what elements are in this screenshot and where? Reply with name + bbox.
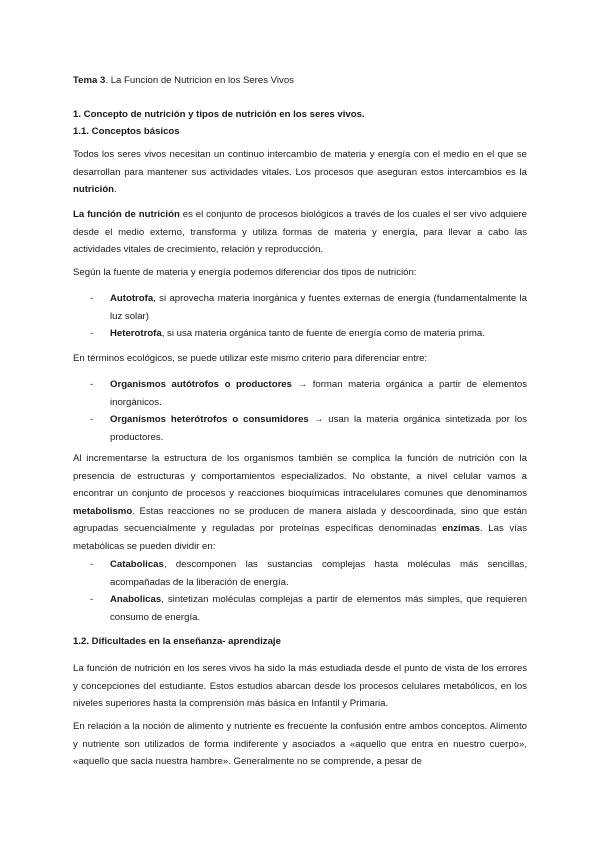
paragraph-text: Al incrementarse la estructura de los organismos también se complica la función de nutrición con la presencia de estructuras y comportamientos especializados. No obstante, a nivel celular vamos a encontrar un conjunto de procesos y reacciones bioquímicas intracelulares comunes que denominamos (73, 453, 527, 499)
paragraph-intercambio (73, 146, 527, 199)
list-item (90, 411, 527, 446)
list-dash: - (90, 293, 94, 304)
term-nutricion: nutrición (73, 184, 115, 195)
paragraph-metabolismo (73, 450, 527, 555)
title-prefix: Tema 3 (73, 75, 106, 86)
paragraph-text: Todos los seres vivos necesitan un continuo intercambio de materia y energía con el medio en el que se desarrollan para mantener sus actividades vitales. Los procesos que aseguran estos intercambios es la (73, 149, 527, 178)
title-text: . La Funcion de Nutricion en los Seres Vivos (105, 75, 294, 86)
list-dash: - (90, 328, 94, 339)
paragraph-text: . Las vías metabólicas se pueden dividir en: (73, 523, 527, 552)
list-dash: - (90, 414, 94, 425)
list-item (90, 290, 527, 325)
document-title (73, 72, 527, 90)
term-autotrofa: Autotrofa (110, 293, 154, 304)
term-funcion-nutricion: La función de nutrición (73, 209, 180, 220)
paragraph-text: . (114, 184, 117, 195)
paragraph-definicion (73, 206, 527, 259)
paragraph-dificultades: La función de nutrición en los seres vivos ha sido la más estudiada desde el punto de vista de los errores y concepciones del estudiante. Estos estudios abarcan desde los procesos celulares metabólicos, en los niveles superiores hasta la comprensión más básica en Infantil y Primaria. (73, 663, 527, 709)
paragraph-tipos: Según la fuente de materia y energía podemos diferenciar dos tipos de nutrición: (73, 267, 417, 278)
paragraph-ecologicos: En términos ecológicos, se puede utilizar este mismo criterio para diferenciar entre: (73, 353, 428, 364)
list-item-text: , si aprovecha materia inorgánica y fuentes externas de energía (fundamentalmente la luz solar) (110, 293, 527, 322)
paragraph-text: es el conjunto de procesos biológicos a través de los cuales el ser vivo adquiere desde el medio externo, transforma y utiliza formas de materia y energía, para llevar a cabo las actividades vitales de crecimiento, relación y reproducción. (73, 209, 527, 255)
list-item-text: → usan la materia orgánica sintetizada por los productores. (110, 414, 527, 443)
term-catabolicas: Catabolicas (110, 559, 164, 570)
list-dash: - (90, 594, 94, 605)
list-organismos (90, 376, 527, 446)
list-item (90, 591, 527, 626)
term-enzimas: enzimas (442, 523, 480, 534)
list-tipos-nutricion (90, 290, 527, 343)
list-dash: - (90, 559, 94, 570)
list-item (90, 376, 527, 411)
paragraph-alimento-nutriente: En relación a la noción de alimento y nutriente es frecuente la confusión entre ambos conceptos. Alimento y nutriente son utilizados de forma indiferente y asociados a «aquello que entra en nuestro cuerpo», «aquello que sacia nuestra hambre». Generalmente no se comprende, a pesar de (73, 721, 527, 767)
term-heterotrofa: Heterotrofa (110, 328, 162, 339)
paragraph-text: . Estas reacciones no se producen de manera aislada y descoordinada, sino que están agrupadas secuencialmente y reguladas por proteínas específicas denominadas (73, 505, 527, 534)
section-1-1-heading: 1.1. Conceptos básicos (73, 126, 180, 137)
list-item-text: , descomponen las sustancias complejas hasta moléculas más sencillas, acompañadas de la liberación de energía. (110, 559, 527, 588)
section-1-heading: 1. Concepto de nutrición y tipos de nutrición en los seres vivos. (73, 109, 365, 120)
list-dash: - (90, 379, 94, 390)
term-metabolismo: metabolismo (73, 505, 133, 517)
list-item-text: → forman materia orgánica a partir de elementos inorgánicos. (110, 379, 527, 408)
list-vias-metabolicas (90, 556, 527, 626)
list-item (90, 556, 527, 591)
list-item (90, 325, 527, 343)
term-consumidores: Organismos heterótrofos o consumidores (110, 414, 309, 425)
section-1-2-heading: 1.2. Dificultades en la enseñanza- aprendizaje (73, 636, 281, 647)
term-productores: Organismos autótrofos o productores (110, 379, 292, 390)
term-anabolicas: Anabolicas (110, 594, 162, 605)
list-item-text: , si usa materia orgánica tanto de fuente de energía como de materia prima. (161, 328, 485, 339)
list-item-text: , sintetizan moléculas complejas a partir de elementos más simples, que requieren consumo de energía. (110, 594, 527, 623)
